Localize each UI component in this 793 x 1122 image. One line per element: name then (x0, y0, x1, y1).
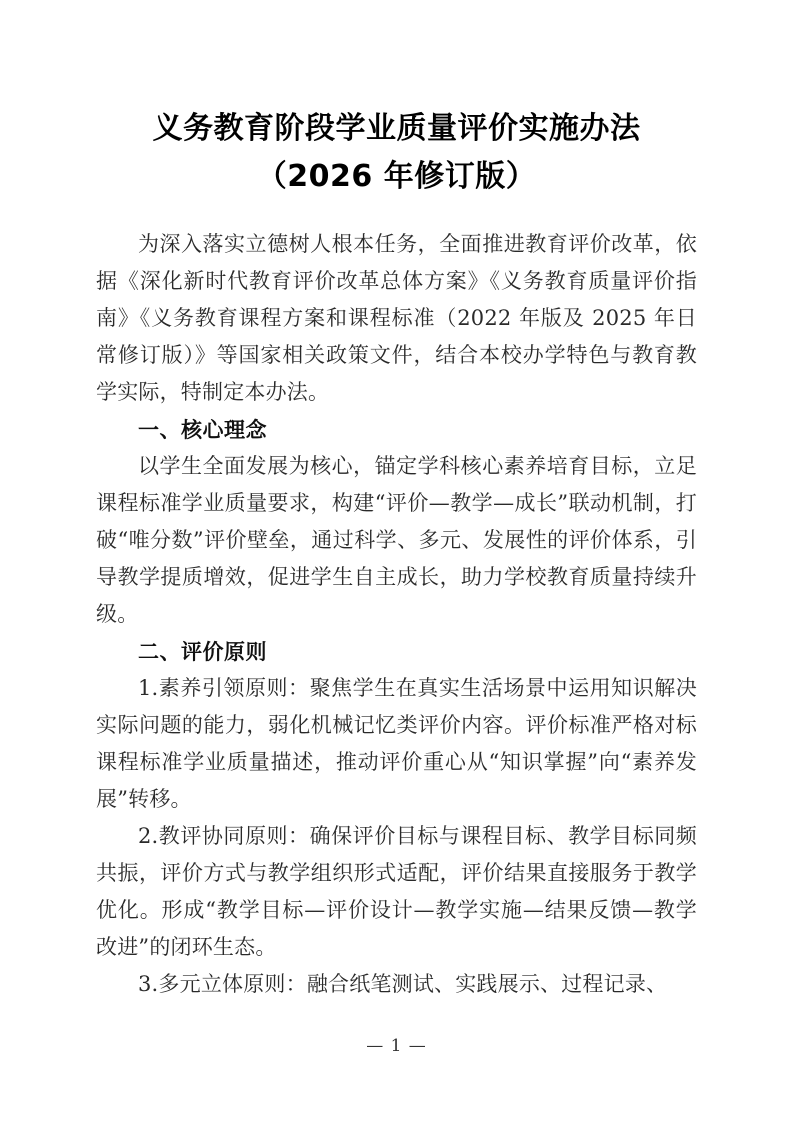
page-content (96, 0, 697, 1003)
preamble-paragraph: 为深入落实立德树人根本任务，全面推进教育评价改革，依据《深化新时代教育评价改革总体方案》《义务教育质量评价指南》《义务教育课程方案和课程标准（2022 年版及 2025 年日常修订版）》等国家相关政策文件，结合本校办学特色与教育教学实际，特制定本办法。 (96, 232, 697, 404)
principle-2-paragraph: 2.教评协同原则：确保评价目标与课程目标、教学目标同频共振，评价方式与教学组织形式适配，评价结果直接服务于教学优化。形成“教学目标—评价设计—教学实施—结果反馈—教学改进”的闭环生态。 (96, 824, 697, 959)
document-body (96, 226, 697, 1003)
section-heading-core-philosophy: 一、核心理念 (138, 417, 267, 442)
document-title-line-2: （2026 年修订版） (256, 159, 537, 194)
page-number-footer: — 1 — (366, 1036, 427, 1056)
document-title-line-1: 义务教育阶段学业质量评价实施办法 (152, 111, 641, 146)
core-philosophy-paragraph: 以学生全面发展为核心，锚定学科核心素养培育目标，立足课程标准学业质量要求，构建“评价—教学—成长”联动机制，打破“唯分数”评价壁垒，通过科学、多元、发展性的评价体系，引导教学提质增效，促进学生自主成长，助力学校教育质量持续升级。 (96, 454, 697, 626)
principle-3-paragraph: 3.多元立体原则：融合纸笔测试、实践展示、过程记录、 (138, 972, 668, 996)
principle-1-paragraph: 1.素养引领原则：聚焦学生在真实生活场景中运用知识解决实际问题的能力，弱化机械记忆类评价内容。评价标准严格对标课程标准学业质量描述，推动评价重心从“知识掌握”向“素养发展”转移。 (96, 676, 697, 811)
section-heading-evaluation-principles: 二、评价原则 (138, 639, 267, 664)
